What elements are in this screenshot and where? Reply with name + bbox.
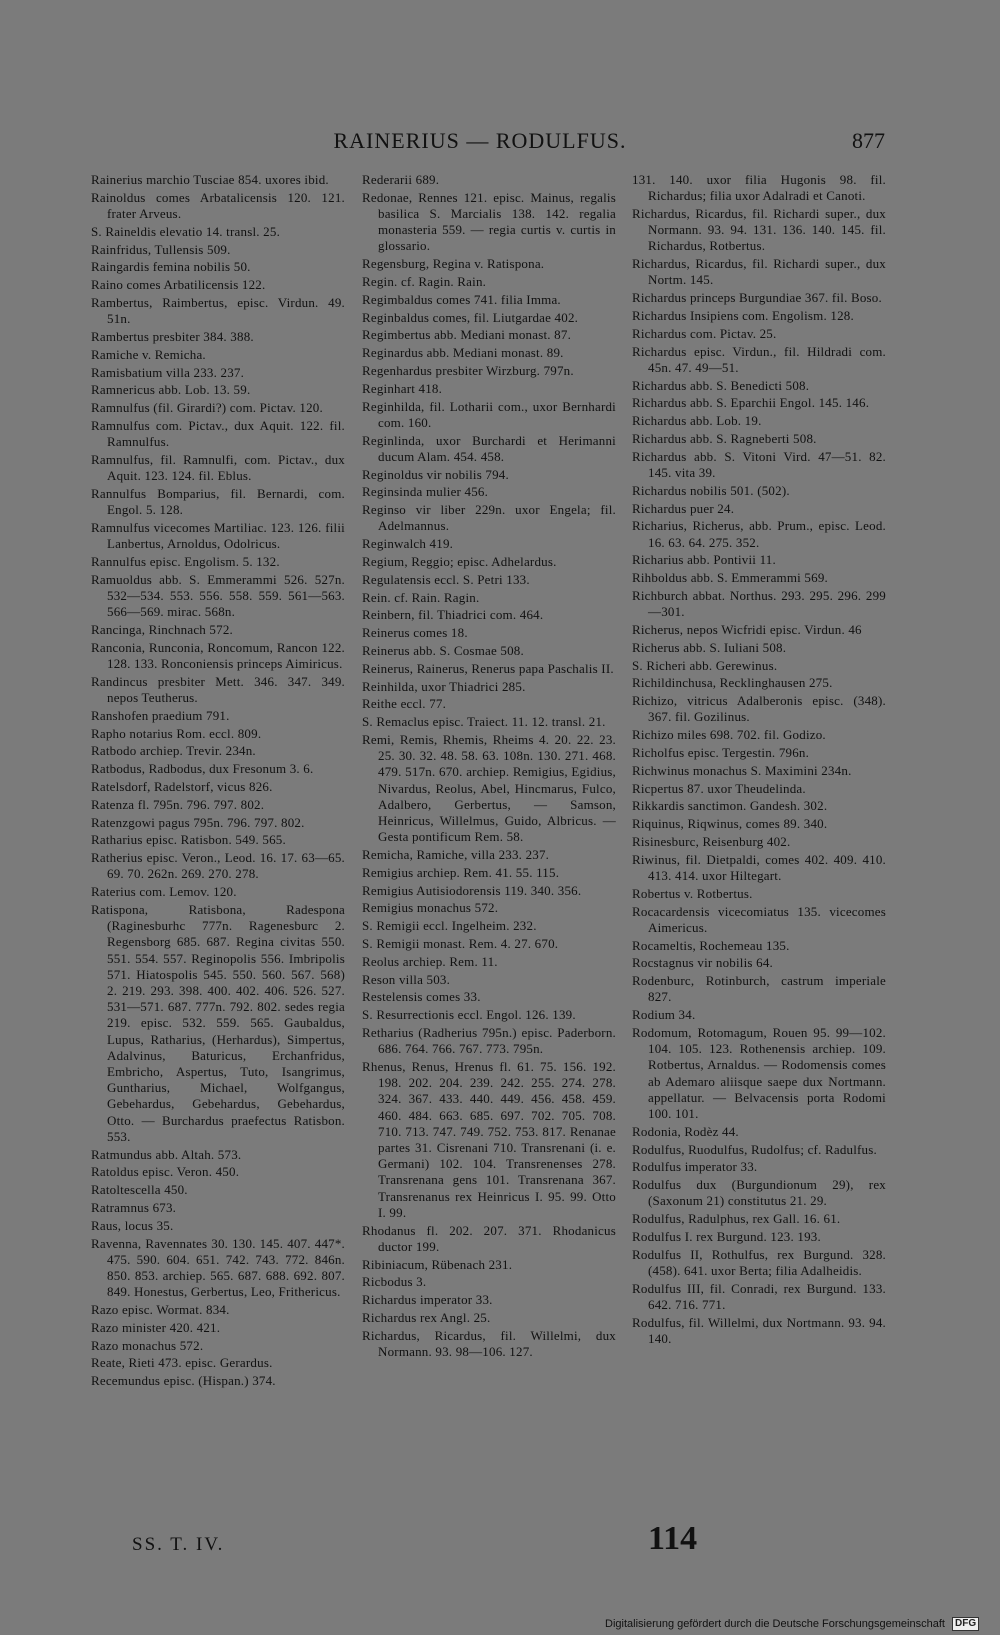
page-number: 877 <box>852 128 885 153</box>
index-entry: Ratbodus, Radbodus, dux Fresonum 3. 6. <box>91 761 314 777</box>
index-entry: Ramnulfus vicecomes Martiliac. 123. 126. filii Lanbertus, Arnoldus, Odolricus. <box>91 519 345 552</box>
index-column-right <box>632 172 886 1349</box>
index-entry: Razo episc. Wormat. 834. <box>91 1301 230 1317</box>
index-entry: Ratramnus 673. <box>91 1199 177 1215</box>
index-entry: Richardus imperator 33. <box>362 1292 493 1308</box>
index-entry: Ramnulfus com. Pictav., dux Aquit. 122. fil. Ramnulfus. <box>91 417 345 450</box>
index-entry: Riquinus, Riqwinus, comes 89. 340. <box>632 816 828 832</box>
index-entry: S. Remaclus episc. Traiect. 11. 12. transl. 21. <box>362 714 606 730</box>
index-entry: Rannulfus Bomparius, fil. Bernardi, com. Engol. 5. 128. <box>91 485 345 518</box>
index-entry: Rainfridus, Tullensis 509. <box>91 241 231 257</box>
index-entry: Reolus archiep. Rem. 11. <box>362 953 498 969</box>
index-entry: Rodulfus III, fil. Conradi, rex Burgund. 133. 642. 716. 771. <box>632 1280 886 1312</box>
index-entry: Ramnericus abb. Lob. 13. 59. <box>91 382 251 398</box>
index-entry: Richardus episc. Virdun., fil. Hildradi com. 45n. 47. 49—51. <box>632 343 886 375</box>
index-entry: Richerus, nepos Wicfridi episc. Virdun. 46 <box>632 621 862 637</box>
index-entry: S. Resurrectionis eccl. Engol. 126. 139. <box>362 1007 576 1023</box>
index-entry: Ramiche v. Remicha. <box>91 346 206 362</box>
index-entry: Risinesburc, Reisenburg 402. <box>632 833 791 849</box>
index-entry: Rodium 34. <box>632 1007 696 1023</box>
index-entry: Rhodanus fl. 202. 207. 371. Rhodanicus ductor 199. <box>362 1222 616 1254</box>
index-entry: Regimbaldus comes 741. filia Imma. <box>362 291 561 307</box>
index-entry: Richardus abb. S. Benedicti 508. <box>632 377 810 393</box>
index-entry: Rodulfus II, Rothulfus, rex Burgund. 328. (458). 641. uxor Berta; filia Adalheidis. <box>632 1246 886 1278</box>
index-entry: 131. 140. uxor filia Hugonis 98. fil. Richardus; filia uxor Adalradi et Canoti. <box>632 172 886 204</box>
index-entry: Reginhart 418. <box>362 380 443 396</box>
index-entry: Ranshofen praedium 791. <box>91 707 230 723</box>
index-entry: Richardus com. Pictav. 25. <box>632 325 777 341</box>
index-entry: Rikkardis sanctimon. Gandesh. 302. <box>632 798 828 814</box>
index-entry: Richizo miles 698. 702. fil. Godizo. <box>632 727 826 743</box>
index-entry: Rodulfus imperator 33. <box>632 1159 758 1175</box>
running-title: RAINERIUS — RODULFUS. <box>333 128 627 153</box>
index-entry: Reginso vir liber 229n. uxor Engela; fil. Adelmannus. <box>362 502 616 534</box>
index-entry: S. Raineldis elevatio 14. transl. 25. <box>91 223 281 239</box>
index-entry: Ratmundus abb. Altah. 573. <box>91 1146 242 1162</box>
index-entry: Rannulfus episc. Engolism. 5. 132. <box>91 553 280 569</box>
index-entry: Regin. cf. Ragin. Rain. <box>362 274 487 289</box>
index-entry: Richardus, Ricardus, fil. Richardi super., dux Nortm. 145. <box>632 256 886 288</box>
index-column-middle <box>362 172 616 1362</box>
index-entry: Rainoldus comes Arbatalicensis 120. 121. frater Arveus. <box>91 189 345 221</box>
index-entry: Ranconia, Runconia, Roncomum, Rancon 122. 128. 133. Ronconiensis princeps Aimiricus. <box>91 639 345 671</box>
index-entry: Rodulfus dux (Burgundionum 29), rex (Saxonum 21) constitutus 21. 29. <box>632 1177 886 1209</box>
index-entry: Regimbertus abb. Mediani monast. 87. <box>362 327 572 343</box>
index-entry: Richardus rex Angl. 25. <box>362 1309 491 1325</box>
index-entry: Reate, Rieti 473. episc. Gerardus. <box>91 1355 273 1371</box>
index-entry: Ramisbatium villa 233. 237. <box>91 364 245 380</box>
index-entry: Richarius abb. Pontivii 11. <box>632 552 776 568</box>
index-entry: S. Remigii monast. Rem. 4. 27. 670. <box>362 935 559 951</box>
index-entry: Reginoldus vir nobilis 794. <box>362 466 509 482</box>
index-entry: Reginbaldus comes, fil. Liutgardae 402. <box>362 309 579 325</box>
index-entry: Regulatensis eccl. S. Petri 133. <box>362 571 530 587</box>
index-entry: Regium, Reggio; episc. Adhelardus. <box>362 553 557 569</box>
index-entry: Ricpertus 87. uxor Theudelinda. <box>632 780 806 796</box>
signature-mark: 114 <box>648 1520 698 1557</box>
digitization-credit <box>605 1617 979 1633</box>
index-entry: Ratoltescella 450. <box>91 1182 188 1198</box>
index-entry: Reinerus comes 18. <box>362 625 468 641</box>
index-entry: Richardus Insipiens com. Engolism. 128. <box>632 308 854 323</box>
index-entry: Rocacardensis vicecomiatus 135. vicecomes Aimericus. <box>632 903 886 935</box>
index-entry: Ratharius episc. Ratisbon. 549. 565. <box>91 832 286 848</box>
index-entry: Ratispona, Ratisbona, Radespona (Raginesburhc 777n. Ragenesburc 2. Regensborg 685. 687. Regina civitas 550. 551. 554. 557. Reginopolis 556. Imbripolis 571. Hiatospolis 545. 550. 560. 567. 568) 2. 219. 293. 398. 400. 402. 406. 526. 527. 531—571. 687. 777n. 792. 802. sedes regia 219. episc. 532. 559. 565. Gaubaldus, Lupus, Ratharius, (Herhardus), Simpertus, Adalvinus, Baturicus, Erchanfridus, Embricho, Aspertus, Tuto, Isangrimus, Guntharius, Michael, Wolfgangus, Gebehardus, Gebehardus, Gebehardus, Otto. — Burchardus praefectus Ratisbon. 553. <box>91 901 345 1144</box>
index-entry: Richardus abb. S. Vitoni Vird. 47—51. 82. 145. vita 39. <box>632 448 886 480</box>
index-entry: Reginhilda, fil. Lotharii com., uxor Bernhardi com. 160. <box>362 398 616 430</box>
index-entry: Raino comes Arbatilicensis 122. <box>91 277 266 293</box>
index-entry: Richolfus episc. Tergestin. 796n. <box>632 744 810 760</box>
index-entry: Richizo, vitricus Adalberonis episc. (348). 367. fil. Gozilinus. <box>632 693 886 725</box>
index-entry: Reithe eccl. 77. <box>362 696 447 712</box>
index-entry: Richardus nobilis 501. (502). <box>632 482 790 498</box>
index-entry: Rodulfus, Radulphus, rex Gall. 16. 61. <box>632 1211 841 1227</box>
index-entry: Reginlinda, uxor Burchardi et Herimanni ducum Alam. 454. 458. <box>362 432 616 464</box>
index-entry: Ramnulfus, fil. Ramnulfi, com. Pictav., dux Aquit. 123. 124. fil. Eblus. <box>91 451 345 484</box>
index-entry: Reginwalch 419. <box>362 536 454 552</box>
index-entry: Remigius Autisiodorensis 119. 340. 356. <box>362 882 582 898</box>
index-entry: Retharius (Radherius 795n.) episc. Paderborn. 686. 764. 766. 767. 773. 795n. <box>362 1024 616 1057</box>
page-header <box>0 128 1000 158</box>
index-entry: Reinbern, fil. Thiadrici com. 464. <box>362 607 544 623</box>
index-entry: Ratherius episc. Veron., Leod. 16. 17. 63—65. 69. 70. 262n. 269. 270. 278. <box>91 850 345 882</box>
index-entry: Restelensis comes 33. <box>362 989 481 1005</box>
index-entry: Richildinchusa, Recklinghausen 275. <box>632 675 833 691</box>
dfg-logo: DFG <box>952 1617 979 1631</box>
index-entry: Ratenza fl. 795n. 796. 797. 802. <box>91 796 265 812</box>
index-entry: S. Remigii eccl. Ingelheim. 232. <box>362 918 537 934</box>
index-entry: Ratelsdorf, Radelstorf, vicus 826. <box>91 778 273 794</box>
index-entry: Rapho notarius Rom. eccl. 809. <box>91 725 262 741</box>
index-entry: S. Richeri abb. Gerewinus. <box>632 657 778 673</box>
index-entry: Rodonia, Rodèz 44. <box>632 1123 739 1139</box>
index-entry: Rodulfus I. rex Burgund. 123. 193. <box>632 1228 821 1244</box>
index-entry: Ramuoldus abb. S. Emmerammi 526. 527n. 532—534. 553. 556. 558. 559. 561—563. 566—569. mirac. 568n. <box>91 571 345 620</box>
index-entry: Recemundus episc. (Hispan.) 374. <box>91 1373 276 1389</box>
index-entry: Razo minister 420. 421. <box>91 1319 221 1335</box>
index-entry: Richerus abb. S. Iuliani 508. <box>632 639 787 655</box>
index-entry: Rambertus, Raimbertus, episc. Virdun. 49. 51n. <box>91 294 345 327</box>
index-entry: Richardus abb. S. Ragneberti 508. <box>632 430 817 446</box>
index-entry: Riwinus, fil. Dietpaldi, comes 402. 409. 410. 413. 414. uxor Hiltegart. <box>632 851 886 883</box>
index-entry: Ravenna, Ravennates 30. 130. 145. 407. 447*. 475. 590. 604. 651. 742. 743. 772. 846n. 850. 853. archiep. 565. 687. 688. 692. 807. 849. Honestus, Gerbertus, Leo, Frithericus. <box>91 1235 345 1300</box>
index-entry: Richardus abb. Lob. 19. <box>632 413 762 429</box>
index-entry: Remigius archiep. Rem. 41. 55. 115. <box>362 864 560 880</box>
volume-label: SS. T. IV. <box>132 1534 225 1555</box>
index-entry: Remicha, Ramiche, villa 233. 237. <box>362 846 550 862</box>
index-entry: Ricbodus 3. <box>362 1274 427 1290</box>
index-entry: Reson villa 503. <box>362 971 451 987</box>
index-entry: Razo monachus 572. <box>91 1337 204 1353</box>
index-entry: Remi, Remis, Rhemis, Rheims 4. 20. 22. 23. 25. 30. 32. 48. 58. 63. 108n. 130. 271. 468. 479. 517n. 670. archiep. Remigius, Egidius, Nivardus, Reolus, Abel, Hincmarus, Fulco, Adalbero, Gerbertus, — Samson, Heinricus, Willelmus, Guido, Albricus. — Gesta pontificum Rem. 58. <box>362 731 616 845</box>
index-entry: Rodenburc, Rotinburch, castrum imperiale 827. <box>632 973 886 1005</box>
index-entry: Reinerus abb. S. Cosmae 508. <box>362 642 524 658</box>
index-entry: Ramnulfus (fil. Girardi?) com. Pictav. 120. <box>91 400 323 416</box>
index-entry: Raus, locus 35. <box>91 1217 174 1233</box>
index-entry: Reginardus abb. Mediani monast. 89. <box>362 345 564 361</box>
index-entry: Rancinga, Rinchnach 572. <box>91 621 233 637</box>
index-entry: Redonae, Rennes 121. episc. Mainus, regalis basilica S. Marcialis 138. 142. regalia monasteria 559. — regia curtis v. curtis in glossario. <box>362 189 616 254</box>
index-entry: Rhenus, Renus, Hrenus fl. 61. 75. 156. 192. 198. 202. 204. 239. 242. 255. 274. 278. 324. 367. 433. 440. 449. 456. 458. 459. 460. 484. 663. 685. 697. 702. 705. 708. 710. 713. 747. 749. 752. 753. 817. Renanae partes 31. Cisrenani 710. Transrenani (i. e. Germani) 102. 104. Transrenenses 278. Transrenana gens 101. Transrenana 367. Transrenanus rex Heinricus I. 95. 99. Otto I. 99. <box>362 1058 616 1220</box>
index-entry: Randincus presbiter Mett. 346. 347. 349. nepos Teutherus. <box>91 673 345 705</box>
index-entry: Rainerius marchio Tusciae 854. uxores ibid. <box>91 172 329 187</box>
index-entry: Reginsinda mulier 456. <box>362 484 489 500</box>
index-entry: Robertus v. Rotbertus. <box>632 885 753 901</box>
index-entry: Reinerus, Rainerus, Renerus papa Paschalis II. <box>362 660 614 676</box>
index-entry: Rihboldus abb. S. Emmerammi 569. <box>632 570 828 586</box>
index-entry: Rocstagnus vir nobilis 64. <box>632 955 773 971</box>
index-entry: Ratoldus episc. Veron. 450. <box>91 1164 240 1180</box>
index-entry: Raingardis femina nobilis 50. <box>91 259 251 275</box>
index-entry: Rodulfus, Ruodulfus, Rudolfus; cf. Radulfus. <box>632 1141 877 1157</box>
index-entry: Richardus princeps Burgundiae 367. fil. Boso. <box>632 290 882 306</box>
index-entry: Rein. cf. Rain. Ragin. <box>362 589 480 605</box>
index-entry: Richarius, Richerus, abb. Prum., episc. Leod. 16. 63. 64. 275. 352. <box>632 518 886 550</box>
index-entry: Regenhardus presbiter Wirzburg. 797n. <box>362 362 574 378</box>
index-entry: Reinhilda, uxor Thiadrici 285. <box>362 678 526 694</box>
index-entry: Richwinus monachus S. Maximini 234n. <box>632 762 852 778</box>
index-entry: Richardus, Ricardus, fil. Willelmi, dux Normann. 93. 98—106. 127. <box>362 1327 616 1359</box>
credit-text: Digitalisierung gefördert durch die Deutsche Forschungsgemeinschaft <box>605 1617 945 1630</box>
index-entry: Rodomum, Rotomagum, Rouen 95. 99—102. 104. 105. 123. Rothenensis archiep. 109. Rotbertus, Arnaldus. — Rodomensis comes ab Ademaro aliisque saepe dux Nortmann. appellatur. — Belvacensis porta Rodomi 100. 101. <box>632 1024 886 1121</box>
index-entry: Raterius com. Lemov. 120. <box>91 884 237 900</box>
index-entry: Rederarii 689. <box>362 172 440 187</box>
index-entry: Ratbodo archiep. Trevir. 234n. <box>91 743 256 759</box>
index-entry: Ribiniacum, Rübenach 231. <box>362 1256 513 1272</box>
index-entry: Rodulfus, fil. Willelmi, dux Nortmann. 93. 94. 140. <box>632 1314 886 1346</box>
index-entry: Richardus, Ricardus, fil. Richardi super., dux Normann. 93. 94. 131. 136. 140. 145. fil. Richardus, Rotbertus. <box>632 206 886 254</box>
index-entry: Regensburg, Regina v. Ratispona. <box>362 256 545 272</box>
index-entry: Ratenzgowi pagus 795n. 796. 797. 802. <box>91 814 305 830</box>
index-entry: Richardus puer 24. <box>632 500 735 516</box>
index-entry: Rocameltis, Rochemeau 135. <box>632 937 790 953</box>
index-column-left <box>91 172 345 1391</box>
index-entry: Rambertus presbiter 384. 388. <box>91 328 254 344</box>
index-entry: Richburch abbat. Northus. 293. 295. 296. 299—301. <box>632 587 886 620</box>
index-entry: Remigius monachus 572. <box>362 900 499 916</box>
index-entry: Richardus abb. S. Eparchii Engol. 145. 146. <box>632 395 870 411</box>
